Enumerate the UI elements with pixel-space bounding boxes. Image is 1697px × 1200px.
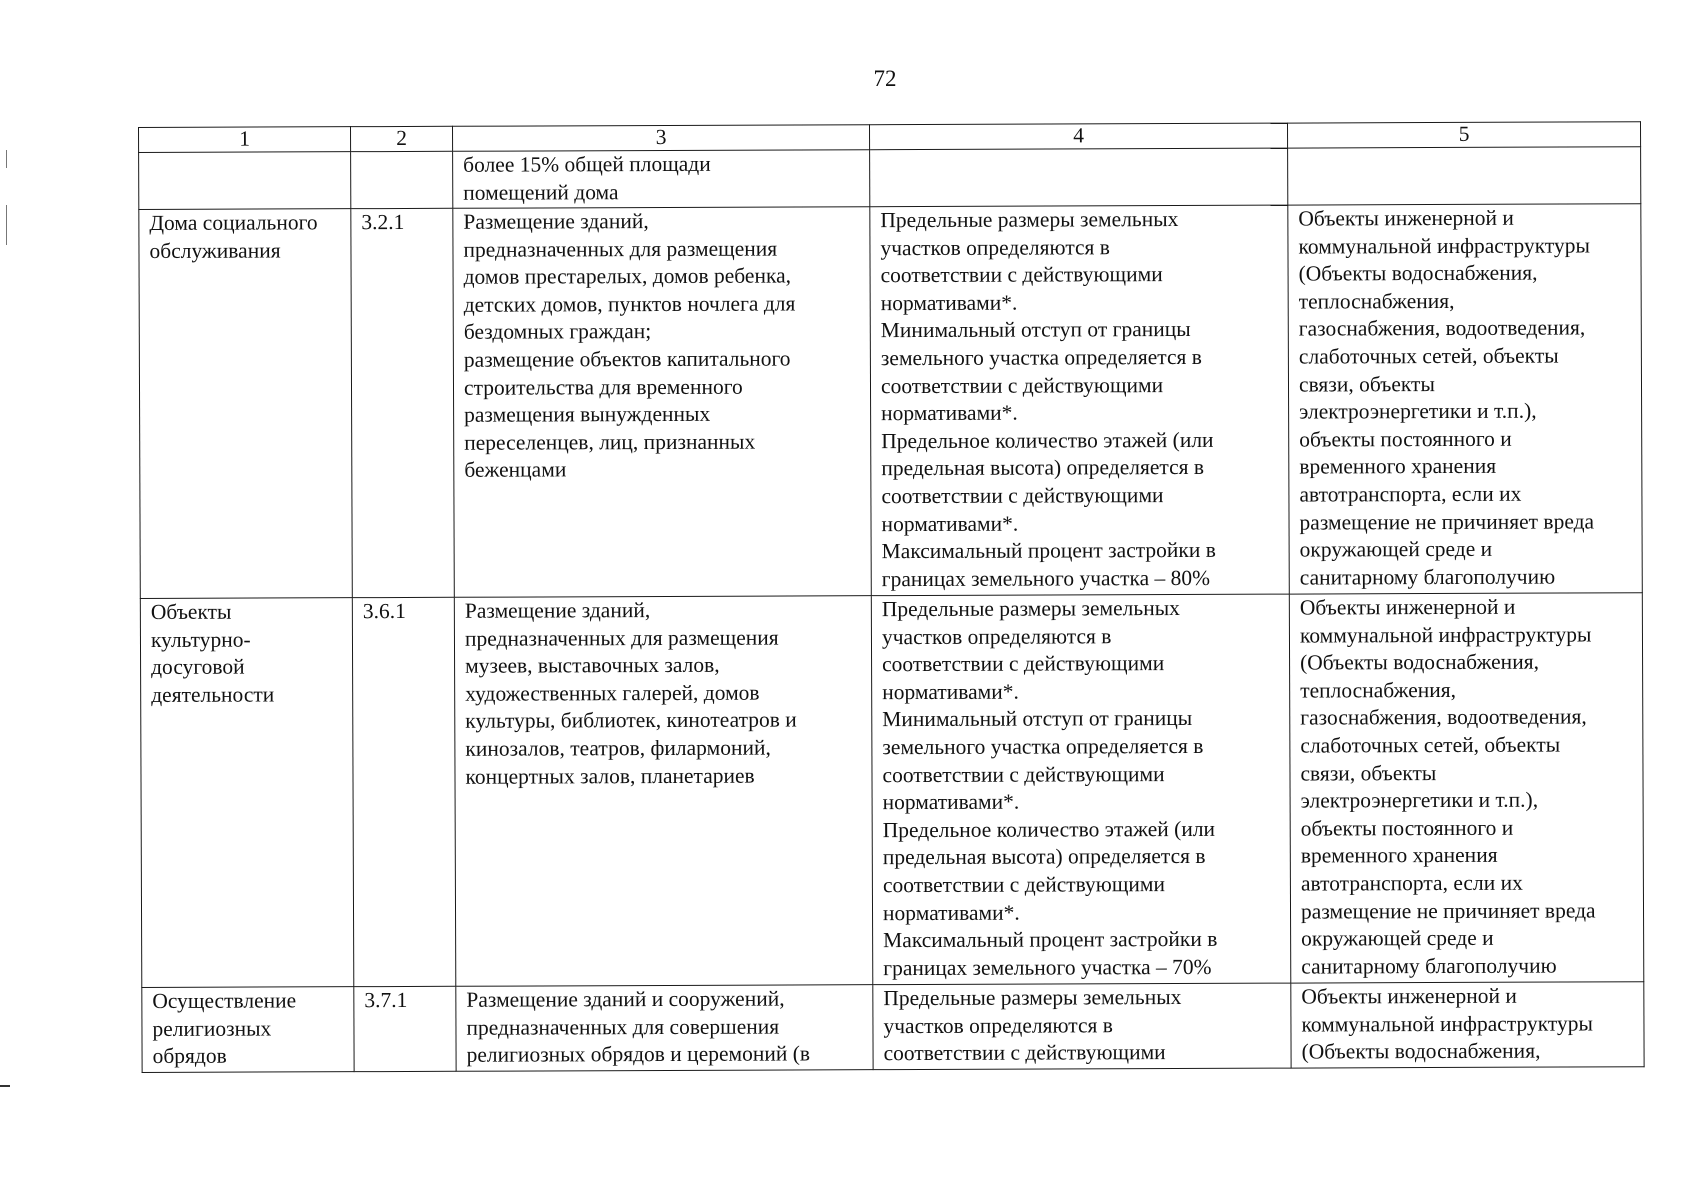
cell-use-code: 3.6.1 [352,597,455,986]
scan-margin-mark [6,205,7,245]
cell-auxiliary-uses [1288,147,1641,205]
scan-margin-mark [6,150,7,168]
cell-use-parameters: Предельные размеры земельных участков определяются в соответствии с действующими [873,983,1291,1070]
table-row-social-service-homes [139,204,1642,599]
column-header-4: 4 [869,123,1287,150]
cell-use-code [351,151,453,208]
column-header-2: 2 [351,126,453,151]
column-header-5: 5 [1287,122,1640,148]
column-header-3: 3 [452,125,869,152]
scan-margin-mark [0,1085,10,1087]
cell-use-description: более 15% общей площади помещений дома [453,150,870,209]
cell-use-code: 3.7.1 [354,986,456,1071]
page-number: 72 [873,66,897,91]
cell-use-code: 3.2.1 [351,208,454,597]
cell-use-description: Размещение зданий, предназначенных для размещения музеев, выставочных залов, художественных галерей, домов культуры, библиотек, кинотеатров и кинозалов, театров, филармоний, концертных залов, планетариев [454,596,872,987]
cell-auxiliary-uses: Объекты инженерной и коммунальной инфраструктуры (Объекты водоснабжения, [1291,982,1644,1068]
cell-use-parameters [870,148,1288,207]
cell-use-parameters: Предельные размеры земельных участков определяются в соответствии с действующими нормативами*. Минимальный отступ от границы земельного участка определяется в соответствии с действующими нормативами*. Предельное количество этажей (или предельная высота) определяется в соответствии с действующими нормативами*. Максимальный процент застройки в границах земельного участка – 80% [870,205,1289,596]
cell-use-description: Размещение зданий и сооружений, предназначенных для совершения религиозных обрядов и церемоний (в [456,985,873,1072]
table-row-religious-rites [142,982,1644,1073]
column-header-1: 1 [139,127,351,153]
cell-use-name: Объекты культурно- досуговой деятельности [140,598,353,988]
table-row-cultural-leisure [140,593,1643,988]
zoning-table [138,121,1645,1073]
cell-use-name: Осуществление религиозных обрядов [142,987,354,1073]
cell-auxiliary-uses: Объекты инженерной и коммунальной инфраструктуры (Объекты водоснабжения, теплоснабжения, газоснабжения, водоотведения, слаботочных сетей, объекты связи, объекты электроэнергетики и т.п.), объекты постоянного и временного хранения автотранспорта, если их размещение не причиняет вреда окружающей среде и санитарному благополучию [1289,593,1643,983]
cell-use-description: Размещение зданий, предназначенных для размещения домов престарелых, домов ребенка, детских домов, пунктов ночлега для бездомных граждан; размещение объектов капитального строительства для временного размещения вынужденных переселенцев, лиц, признанных беженцами [453,207,871,598]
cell-use-name: Дома социального обслуживания [139,209,352,599]
cell-use-parameters: Предельные размеры земельных участков определяются в соответствии с действующими нормативами*. Минимальный отступ от границы земельного участка определяется в соответствии с действующими нормативами*. Предельное количество этажей (или предельная высота) определяется в соответствии с действующими нормативами*. Максимальный процент застройки в границах земельного участка – 70% [871,594,1290,985]
cell-auxiliary-uses: Объекты инженерной и коммунальной инфраструктуры (Объекты водоснабжения, теплоснабжения, газоснабжения, водоотведения, слаботочных сетей, объекты связи, объекты электроэнергетики и т.п.), объекты постоянного и временного хранения автотранспорта, если их размещение не причиняет вреда окружающей среде и санитарному благополучию [1288,204,1642,594]
table-row-continuation [139,147,1641,210]
cell-use-name [139,152,351,210]
